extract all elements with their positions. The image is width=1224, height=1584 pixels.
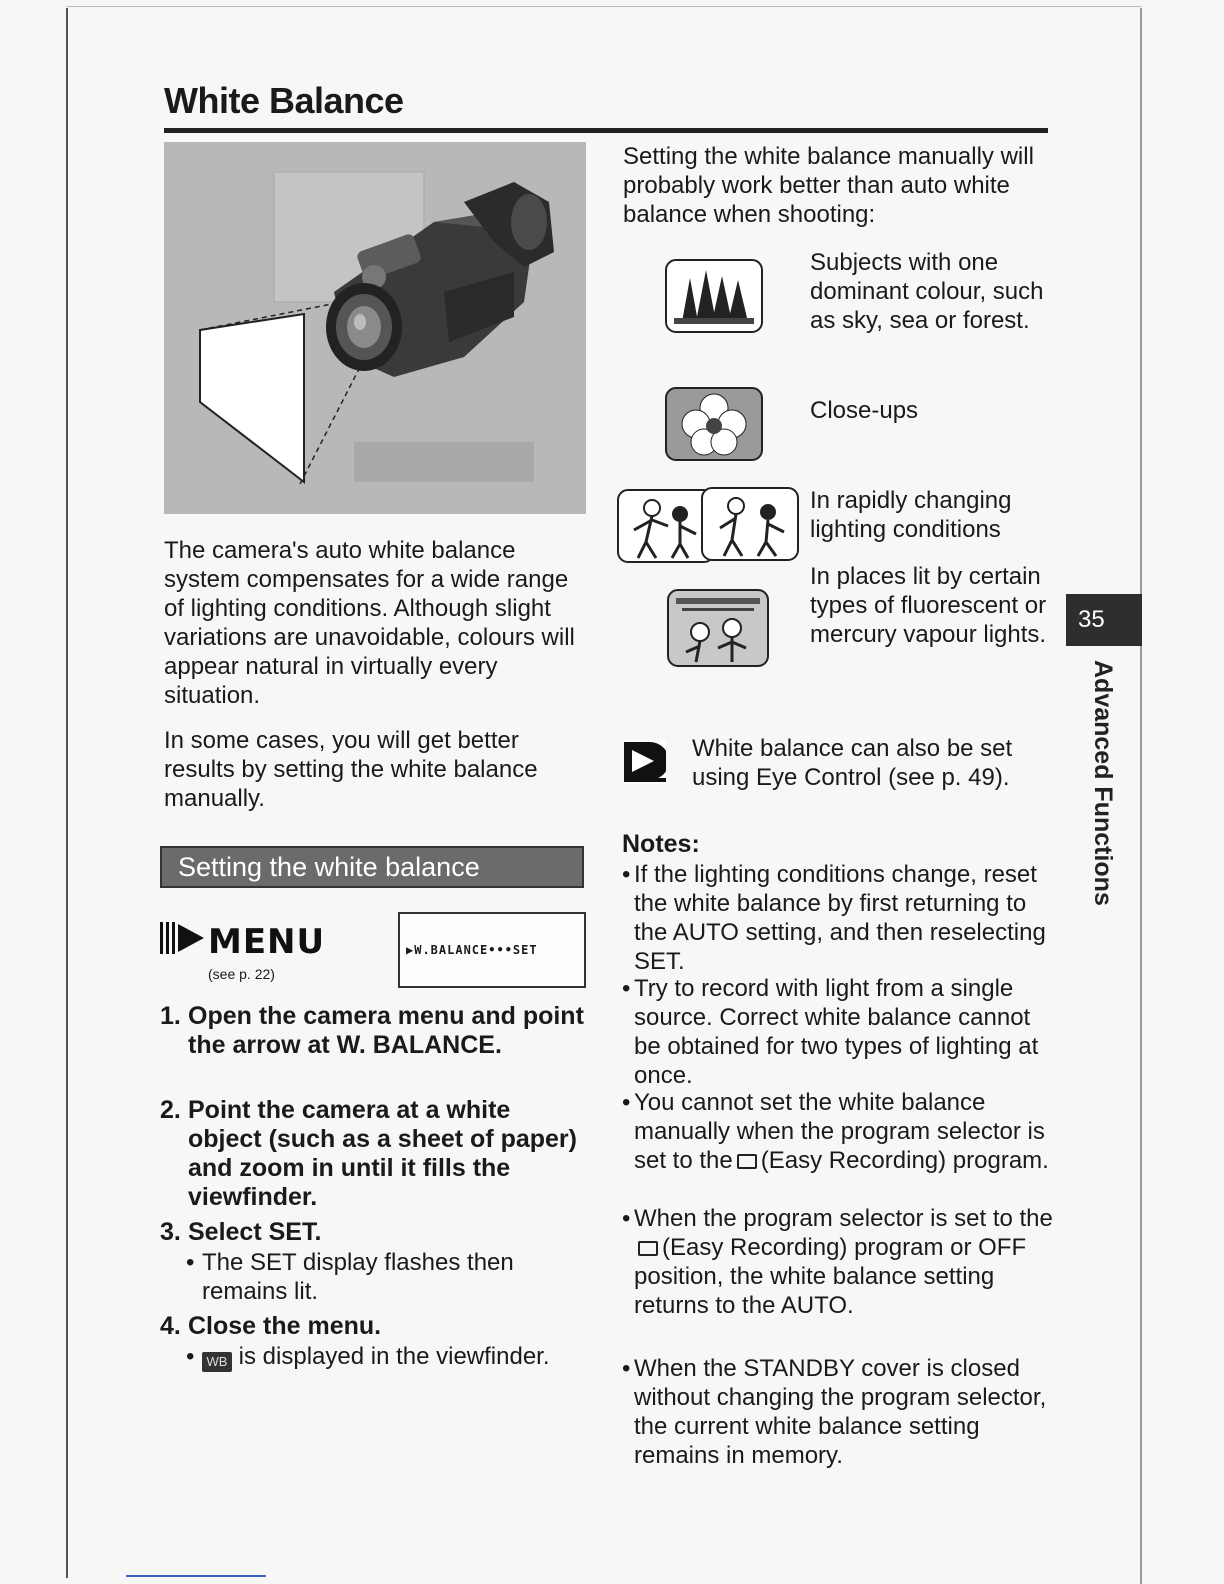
- condition-close-ups: Close-ups: [810, 397, 919, 424]
- step-number: 3.: [160, 1218, 181, 1246]
- page-number: 35: [1066, 594, 1142, 646]
- step-detail-text: is displayed in the viewfinder.: [238, 1343, 550, 1370]
- flower-icon: [664, 386, 764, 467]
- intro-paragraph: The camera's auto white balance system compensates for a wide range of lighting conditions. Although slight variations are unavoidable, colours will appear natural in virtually every situation.: [164, 537, 575, 709]
- wb-icon: WB: [202, 1352, 232, 1372]
- note-text: When the program selector is set to the: [634, 1205, 1053, 1232]
- easy-recording-icon: [737, 1154, 757, 1169]
- eye-control-icon: [624, 740, 666, 784]
- page-border-left: [66, 8, 68, 1578]
- forest-icon: [664, 258, 764, 339]
- step-text: Close the menu.: [188, 1312, 382, 1340]
- manual-intro-paragraph: Setting the white balance manually will probably work better than auto white balance when shooting:: [623, 143, 1034, 228]
- step-text: Point the camera at a white object (such as a sheet of paper) and zoom in until it fills the viewfinder.: [188, 1096, 577, 1211]
- notes-heading: Notes:: [622, 830, 700, 858]
- step-number: 2.: [160, 1096, 181, 1124]
- easy-recording-icon: [638, 1241, 658, 1256]
- manual-page: White Balance The camera's auto white balance system compensates for a wide range of lighting conditions. Although slight variations are unavoidable, colours will appear natural in virtually every situation. In some cases, you will get better results by setting the white balance manually. Setting the white balance MENU (see p. 22) ▶W.BALANCE•••SET 1. Open the camera menu and point the arrow at W. BALANCE. 2. Point the camera at a white object (such as a sheet of paper) and zoom in until it fills the viewfinder. 3. Select SET. • The SET display flashes then remains lit. 4. Close the menu. • WB is displayed in the viewfinder. Setting the white balance manually will probably work better than auto white balance when shooting: Subjects with one dominant colour, such as sky, sea or forest. Close-ups In rapidly changing lighting conditions In places lit by certain types of fluorescent or mercury vapour lights. White balance can also be set using Eye Control (see p. 49). Notes: • If the lighting conditions change, reset the white balance by first returning to the AUTO setting, and then reselecting SET. • Try to record with light from a single source. Correct white balance cannot be obtained for two types of lighting at once. • You cannot set the white balance manually when the program selector is set to the (Easy Recording) program. • When the program selector is set to the(Easy Recording) program or OFF position, the white balance setting returns to the AUTO. • When the STANDBY cover is closed without changing the program selector, the current white balance setting remains in memory. 35 Advanced Functions: [0, 0, 1224, 1584]
- dancers-icon: [616, 486, 800, 571]
- note-text: (Easy Recording) program.: [760, 1147, 1049, 1174]
- manual-tip-paragraph: In some cases, you will get better results by setting the white balance manually.: [164, 727, 538, 812]
- camera-illustration: [164, 142, 586, 514]
- note-text: (Easy Recording) program or OFF position, the white balance setting returns to the AUTO.: [634, 1234, 1027, 1319]
- note-text: Try to record with light from a single source. Correct white balance cannot be obtained for two types of lighting at once.: [634, 975, 1039, 1089]
- scan-mark: [126, 1575, 266, 1577]
- note-text: When the STANDBY cover is closed without changing the program selector, the current white balance setting remains in memory.: [634, 1355, 1047, 1469]
- step-number: 4.: [160, 1312, 181, 1340]
- title-rule: [164, 128, 1048, 133]
- chapter-side-title: Advanced Functions: [1089, 660, 1117, 906]
- see-page-ref: (see p. 22): [208, 966, 275, 982]
- menu-arrow-icon: [160, 918, 206, 958]
- condition-dominant-colour: Subjects with one dominant colour, such as sky, sea or forest.: [810, 249, 1044, 334]
- note-text: You cannot set the white balance manually when the program selector is set to the: [634, 1089, 1045, 1174]
- fluorescent-icon: [666, 588, 770, 673]
- camcorder-pointing-at-paper-icon: [164, 142, 586, 514]
- step-text: Select SET.: [188, 1218, 322, 1246]
- eye-control-note: White balance can also be set using Eye Control (see p. 49).: [692, 735, 1013, 791]
- condition-changing-light: In rapidly changing lighting conditions: [810, 487, 1012, 543]
- condition-fluorescent: In places lit by certain types of fluorescent or mercury vapour lights.: [810, 563, 1047, 648]
- section-heading: Setting the white balance: [160, 846, 584, 888]
- note-text: If the lighting conditions change, reset the white balance by first returning to the AUTO setting, and then reselecting SET.: [634, 861, 1046, 975]
- menu-display-box: ▶W.BALANCE•••SET: [398, 912, 586, 988]
- menu-label: MENU: [208, 922, 326, 962]
- step-detail-text: The SET display flashes then remains lit.: [202, 1249, 514, 1305]
- step-text: Open the camera menu and point the arrow at W. BALANCE.: [188, 1002, 584, 1059]
- page-title: White Balance: [164, 80, 404, 121]
- page-border-right: [1140, 8, 1142, 1584]
- step-number: 1.: [160, 1002, 181, 1030]
- page-border-top: [66, 6, 1142, 7]
